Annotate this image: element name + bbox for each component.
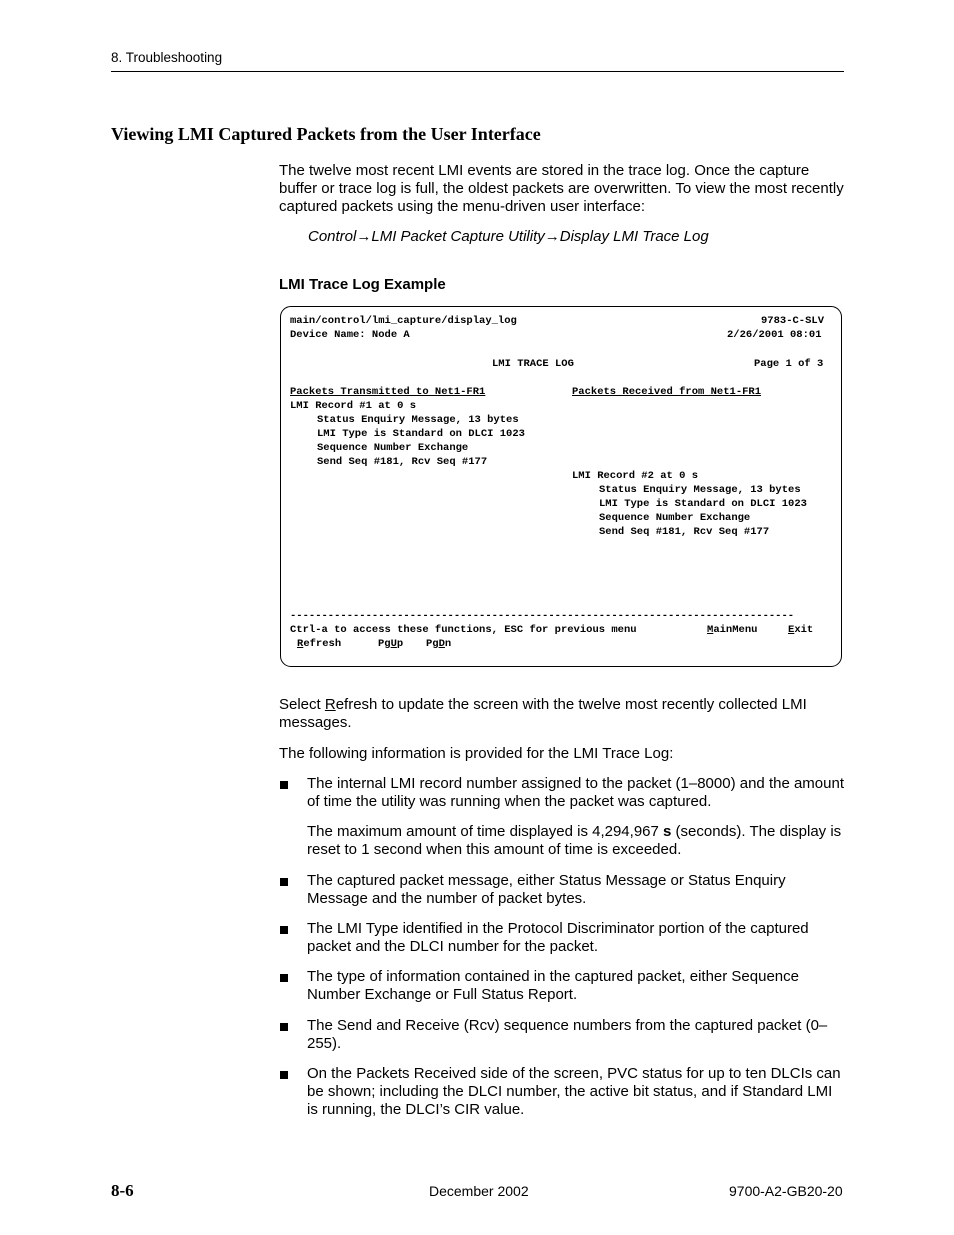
screen-path: main/control/lmi_capture/display_log: [290, 315, 517, 327]
ctrl-hint: Ctrl-a to access these functions, ESC for previous menu: [290, 624, 637, 636]
rx-record-line: Status Enquiry Message, 13 bytes: [599, 484, 801, 496]
refresh-button[interactable]: [297, 637, 341, 651]
bullet-item: The internal LMI record number assigned to the packet (1–8000) and the amount of time the utility was running when the packet was captured.: [307, 775, 844, 810]
example-title: LMI Trace Log Example: [279, 276, 446, 293]
following-paragraph: The following information is provided for the LMI Trace Log:: [279, 745, 674, 762]
bullet-note: [307, 823, 847, 859]
exit-button[interactable]: [788, 623, 813, 637]
bullet-square-icon: [280, 1071, 288, 1079]
rx-header: Packets Received from Net1-FR1: [572, 386, 762, 398]
screen-separator: --------------------------------------------------------------------------------: [290, 610, 795, 622]
screen-title: LMI TRACE LOG: [492, 358, 574, 370]
hotkey-e: E: [788, 624, 795, 636]
tx-header: Packets Transmitted to Net1-FR1: [290, 386, 486, 398]
bullet-item: The captured packet message, either Status Message or Status Enquiry Message and the number of packet bytes.: [307, 872, 786, 907]
arrow-icon: →: [356, 228, 372, 245]
section-title: Viewing LMI Captured Packets from the User Interface: [111, 124, 541, 144]
screen-datetime: 2/26/2001 08:01: [727, 329, 822, 341]
pgdn-button[interactable]: [426, 637, 451, 651]
hotkey-r: R: [297, 638, 304, 650]
main-menu-button[interactable]: [707, 623, 757, 637]
tx-record-line: Status Enquiry Message, 13 bytes: [317, 414, 519, 426]
note-post: (seconds). The display is reset to 1 second when this amount of time is exceeded.: [307, 823, 842, 858]
menu-path: [308, 228, 709, 245]
doc-number: 9700-A2-GB20-20: [729, 1183, 843, 1199]
page-number: 8-6: [111, 1181, 134, 1200]
header-rule: [111, 71, 844, 72]
bullet-item: The LMI Type identified in the Protocol Discriminator portion of the captured packet and the DLCI number for the packet.: [307, 920, 809, 955]
pgdn-prefix: Pg: [426, 638, 439, 650]
select-rest: efresh to update the screen with the twelve most recently collected LMI messages.: [279, 696, 807, 731]
bullet-item: The Send and Receive (Rcv) sequence numbers from the captured packet (0–255).: [307, 1017, 828, 1052]
select-paragraph: [279, 696, 845, 732]
bullet-square-icon: [280, 781, 288, 789]
refresh-label: efresh: [303, 638, 342, 650]
pgup-button[interactable]: [378, 637, 403, 651]
intro-text: The twelve most recent LMI events are stored in the trace log. Once the capture buffer or trace log is full, the oldest packets are overwritten. To view the most recently captured packets using the menu-driven user interface:: [279, 162, 844, 215]
pgdn-suffix: n: [444, 638, 452, 650]
rx-record-line: Sequence Number Exchange: [599, 512, 751, 524]
hotkey-r: R: [324, 696, 336, 713]
bullet-item: On the Packets Received side of the screen, PVC status for up to ten DLCIs can be shown; including the DLCI number, the active bit status, and if Standard LMI is running, the DLCI’s CIR value.: [307, 1065, 841, 1118]
screen-model: 9783-C-SLV: [761, 315, 825, 327]
screen-page-indicator: Page 1 of 3: [754, 358, 824, 370]
running-header: 8. Troubleshooting: [111, 50, 223, 65]
rx-record-line: Send Seq #181, Rcv Seq #177: [599, 526, 770, 538]
note-pre: The maximum amount of time displayed is 4,294,967: [307, 823, 664, 840]
bullet-square-icon: [280, 1023, 288, 1031]
hotkey-m: M: [707, 624, 714, 636]
footer-date: December 2002: [429, 1183, 529, 1199]
tx-record-line: Sequence Number Exchange: [317, 442, 469, 454]
hotkey-d: D: [438, 638, 445, 650]
rx-record-title: LMI Record #2 at 0 s: [572, 470, 699, 482]
bullet-item: The type of information contained in the captured packet, either Sequence Number Exchange or Full Status Report.: [307, 968, 799, 1003]
rx-record-line: LMI Type is Standard on DLCI 1023: [599, 498, 807, 510]
bullet-square-icon: [280, 974, 288, 982]
menu-path-display-log: Display LMI Trace Log: [559, 228, 709, 245]
note-unit: s: [663, 823, 672, 840]
screen-device-name: Device Name: Node A: [290, 329, 410, 341]
main-menu-label: ainMenu: [713, 624, 758, 636]
pgup-suffix: p: [396, 638, 404, 650]
select-pre: Select: [279, 696, 325, 713]
tx-record-line: Send Seq #181, Rcv Seq #177: [317, 456, 488, 468]
pgup-prefix: Pg: [378, 638, 391, 650]
bullet-square-icon: [280, 878, 288, 886]
tx-record-title: LMI Record #1 at 0 s: [290, 400, 417, 412]
hotkey-u: U: [390, 638, 397, 650]
menu-path-control: Control: [308, 228, 357, 245]
arrow-icon: →: [544, 228, 560, 245]
tx-record-line: LMI Type is Standard on DLCI 1023: [317, 428, 525, 440]
menu-path-capture-utility: LMI Packet Capture Utility: [371, 228, 545, 245]
exit-label: xit: [794, 624, 814, 636]
intro-paragraph: [279, 162, 845, 216]
bullet-square-icon: [280, 926, 288, 934]
